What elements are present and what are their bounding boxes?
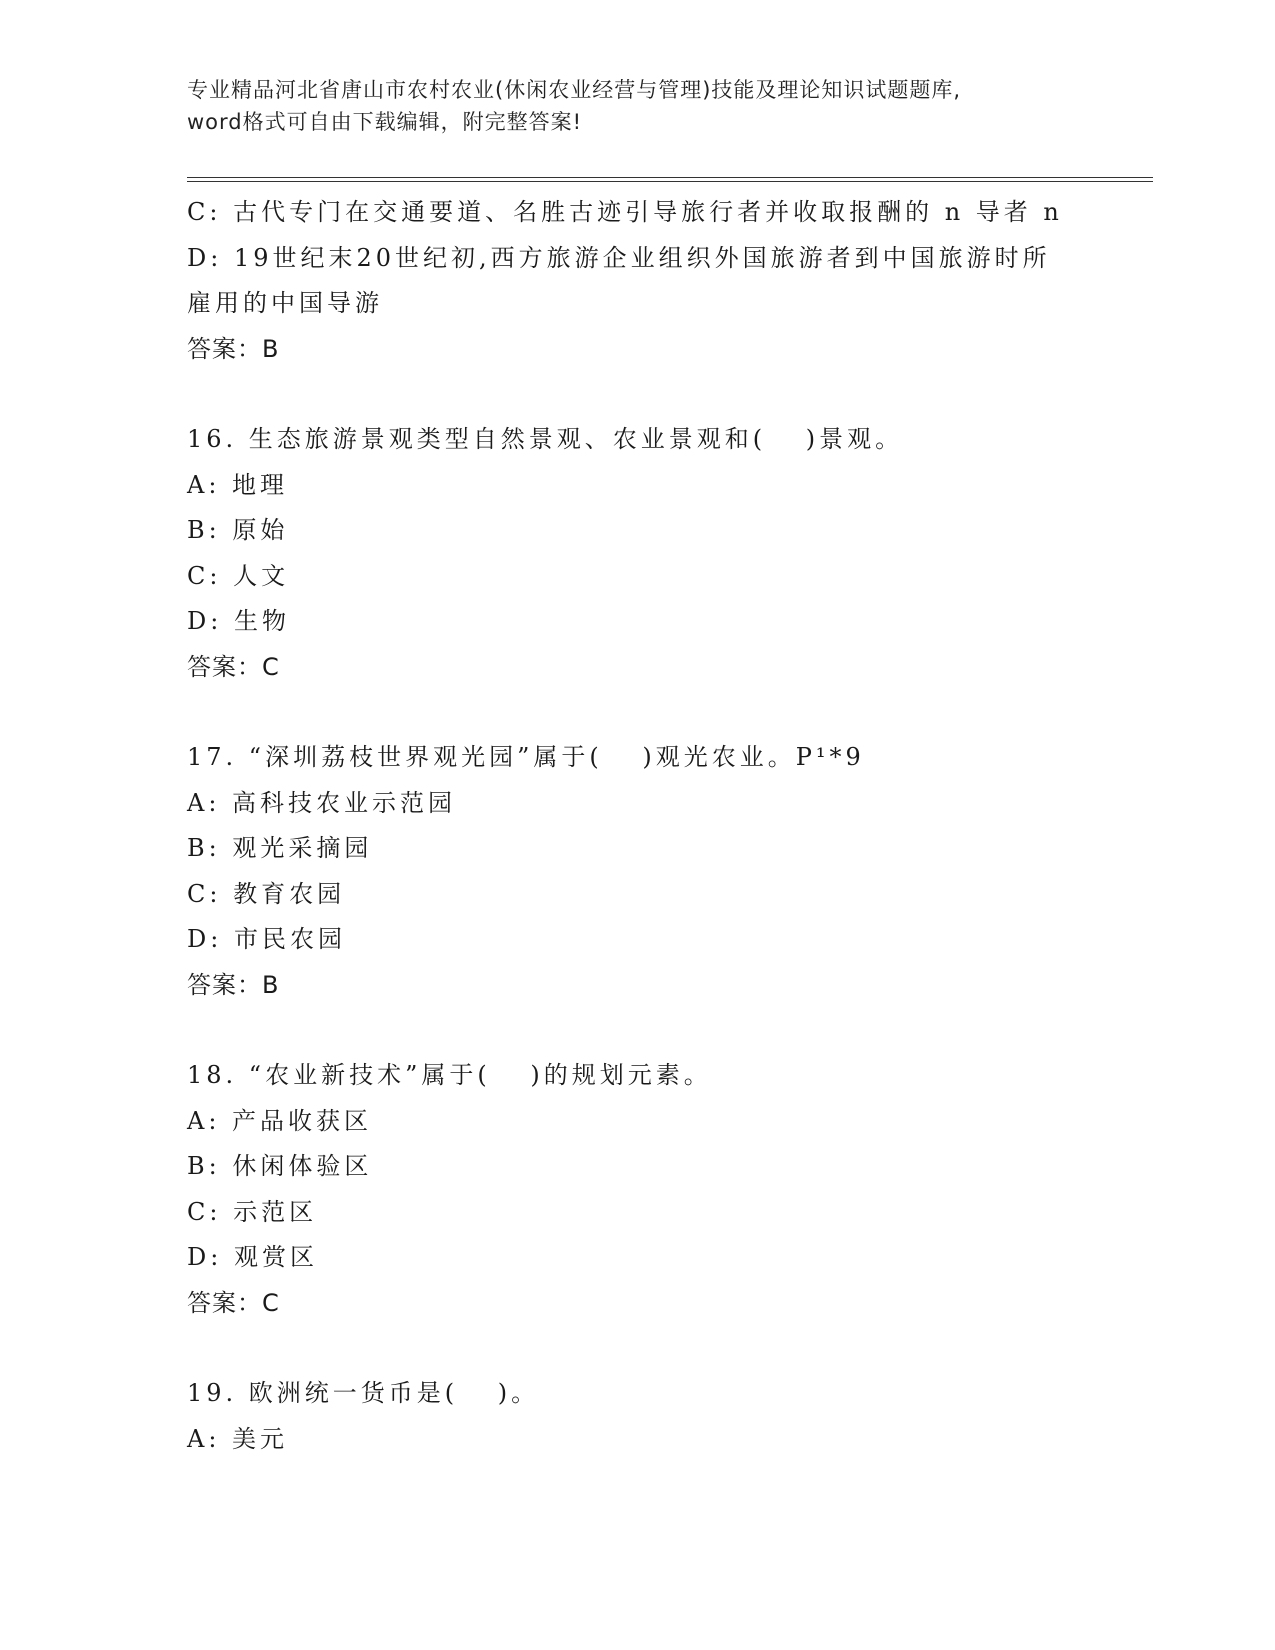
header-title-line-1: 专业精品河北省唐山市农村农业(休闲农业经营与管理)技能及理论知识试题题库, xyxy=(187,78,962,102)
question-stem: 17. “深圳荔枝世界观光园”属于( )观光农业。P¹*9 xyxy=(187,743,865,771)
question-16 xyxy=(187,417,1087,690)
answer: 答案：C xyxy=(187,652,280,681)
option-d: D: 生物 xyxy=(187,607,290,635)
option-b: B: 原始 xyxy=(187,516,289,544)
question-19 xyxy=(187,1371,1087,1462)
option-c: C: 教育农园 xyxy=(187,879,346,908)
question-stem: 19. 欧洲统一货币是( )。 xyxy=(187,1379,540,1407)
question-18 xyxy=(187,1053,1087,1326)
option-d: D: 观赏区 xyxy=(187,1243,318,1271)
document-header xyxy=(187,74,1087,138)
header-divider xyxy=(187,177,1153,182)
answer: 答案：B xyxy=(187,970,280,999)
option-a: A: 地理 xyxy=(187,470,289,499)
question-list xyxy=(187,190,1087,1462)
question-17 xyxy=(187,735,1087,1008)
option-c: C: 古代专门在交通要道、名胜古迹引导旅行者并收取报酬的 n 导者 n xyxy=(187,198,1063,226)
question-stem: 18. “农业新技术”属于( )的规划元素。 xyxy=(187,1061,712,1089)
option-a: A: 美元 xyxy=(187,1424,289,1453)
option-c: C: 人文 xyxy=(187,561,290,590)
question-15-continued xyxy=(187,190,1087,372)
option-a: A: 产品收获区 xyxy=(187,1106,373,1135)
option-d: D: 19世纪末20世纪初,西方旅游企业组织外国旅游者到中国旅游时所 xyxy=(187,243,1051,272)
option-d-continued: 雇用的中国导游 xyxy=(187,289,383,317)
answer: 答案：B xyxy=(187,334,280,363)
question-stem: 16. 生态旅游景观类型自然景观、农业景观和( )景观。 xyxy=(187,425,904,453)
option-c: C: 示范区 xyxy=(187,1197,318,1226)
option-b: B: 观光采摘园 xyxy=(187,834,373,862)
option-b: B: 休闲体验区 xyxy=(187,1152,373,1180)
header-title-line-2: word格式可自由下载编辑，附完整答案! xyxy=(187,110,583,134)
option-a: A: 高科技农业示范园 xyxy=(187,788,457,817)
answer: 答案：C xyxy=(187,1288,280,1317)
option-d: D: 市民农园 xyxy=(187,925,346,953)
